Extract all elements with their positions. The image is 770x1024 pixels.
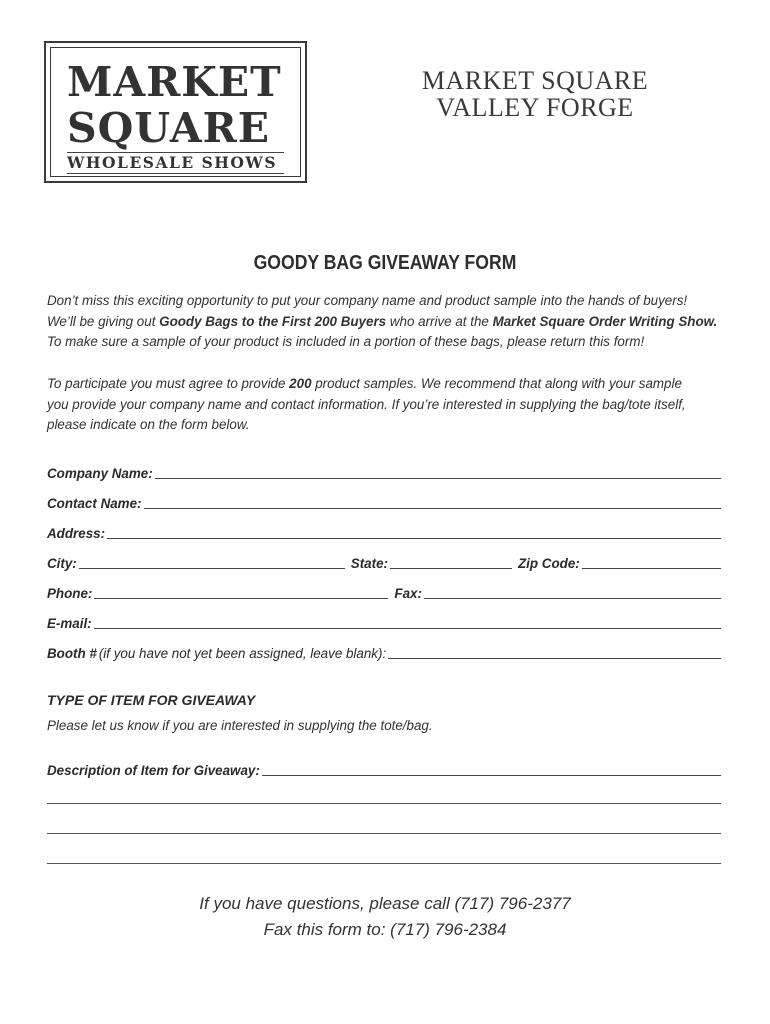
logo-text-market: MARKET	[67, 58, 282, 106]
city-label: City:	[47, 556, 77, 571]
participate-text: product samples. We recommend that along with your sample	[311, 376, 682, 391]
intro-emphasis-show-name: Market Square Order Writing Show.	[492, 314, 718, 329]
logo-text-wholesale-shows: WHOLESALE SHOWS	[67, 153, 278, 172]
description-label: Description of Item for Giveaway:	[47, 763, 260, 778]
zip-code-field[interactable]	[582, 554, 721, 569]
participate-line-1	[47, 374, 682, 395]
email-row	[47, 611, 721, 631]
phone-fax-row	[47, 581, 721, 601]
intro-line-2	[47, 312, 717, 333]
description-line-4[interactable]	[47, 863, 721, 864]
zip-code-label: Zip Code:	[517, 556, 580, 571]
state-field[interactable]	[390, 554, 512, 569]
fax-label: Fax:	[394, 586, 422, 601]
company-name-field[interactable]	[155, 464, 721, 479]
company-name-label: Company Name:	[47, 466, 153, 481]
logo-inner-border	[50, 47, 301, 177]
booth-row	[47, 641, 721, 661]
logo-text-square: SQUARE	[67, 104, 270, 152]
participate-line-3: please indicate on the form below.	[47, 417, 250, 432]
participate-emphasis-count: 200	[289, 376, 312, 391]
city-state-zip-row	[47, 551, 721, 571]
footer-fax-line: Fax this form to: (717) 796-2384	[263, 920, 507, 939]
logo-rule-bottom	[67, 173, 284, 174]
description-row	[47, 758, 721, 778]
email-field[interactable]	[94, 614, 721, 629]
phone-field[interactable]	[94, 584, 388, 599]
booth-label: Booth #	[47, 646, 97, 661]
state-label: State:	[350, 556, 388, 571]
address-row	[47, 521, 721, 541]
contact-name-row	[47, 491, 721, 511]
intro-text: We’ll be giving out	[47, 314, 160, 329]
venue-name-line2: VALLEY FORGE	[436, 93, 634, 122]
venue-name-line1: MARKET SQUARE	[421, 66, 649, 95]
form-title: GOODY BAG GIVEAWAY FORM	[253, 252, 517, 274]
booth-field[interactable]	[388, 644, 721, 659]
address-label: Address:	[47, 526, 106, 541]
email-label: E-mail:	[47, 616, 92, 631]
city-field[interactable]	[79, 554, 345, 569]
description-line-3[interactable]	[47, 833, 721, 834]
intro-text: who arrive at the	[386, 314, 493, 329]
intro-emphasis-goody-bags: Goody Bags to the First 200 Buyers	[159, 314, 387, 329]
participate-line-2: you provide your company name and contact information. If you’re interested in supplying the bag/tote itself,	[47, 397, 686, 412]
booth-note: (if you have not yet been assigned, leave blank):	[98, 646, 387, 661]
intro-line-3: To make sure a sample of your product is included in a portion of these bags, please return this form!	[47, 334, 645, 349]
address-field[interactable]	[107, 524, 721, 539]
giveaway-note: Please let us know if you are interested in supplying the tote/bag.	[47, 718, 433, 733]
market-square-logo	[44, 41, 307, 183]
intro-line-1: Don’t miss this exciting opportunity to put your company name and product sample into the hands of buyers!	[47, 293, 688, 308]
description-field[interactable]	[262, 761, 721, 776]
participate-text: To participate you must agree to provide	[47, 376, 290, 391]
fax-field[interactable]	[424, 584, 721, 599]
footer-questions-line: If you have questions, please call (717) 796-2377	[199, 894, 571, 913]
giveaway-heading: TYPE OF ITEM FOR GIVEAWAY	[47, 692, 256, 708]
phone-label: Phone:	[47, 586, 93, 601]
contact-name-field[interactable]	[144, 494, 722, 509]
contact-name-label: Contact Name:	[47, 496, 142, 511]
description-line-2[interactable]	[47, 803, 721, 804]
company-name-row	[47, 461, 721, 481]
